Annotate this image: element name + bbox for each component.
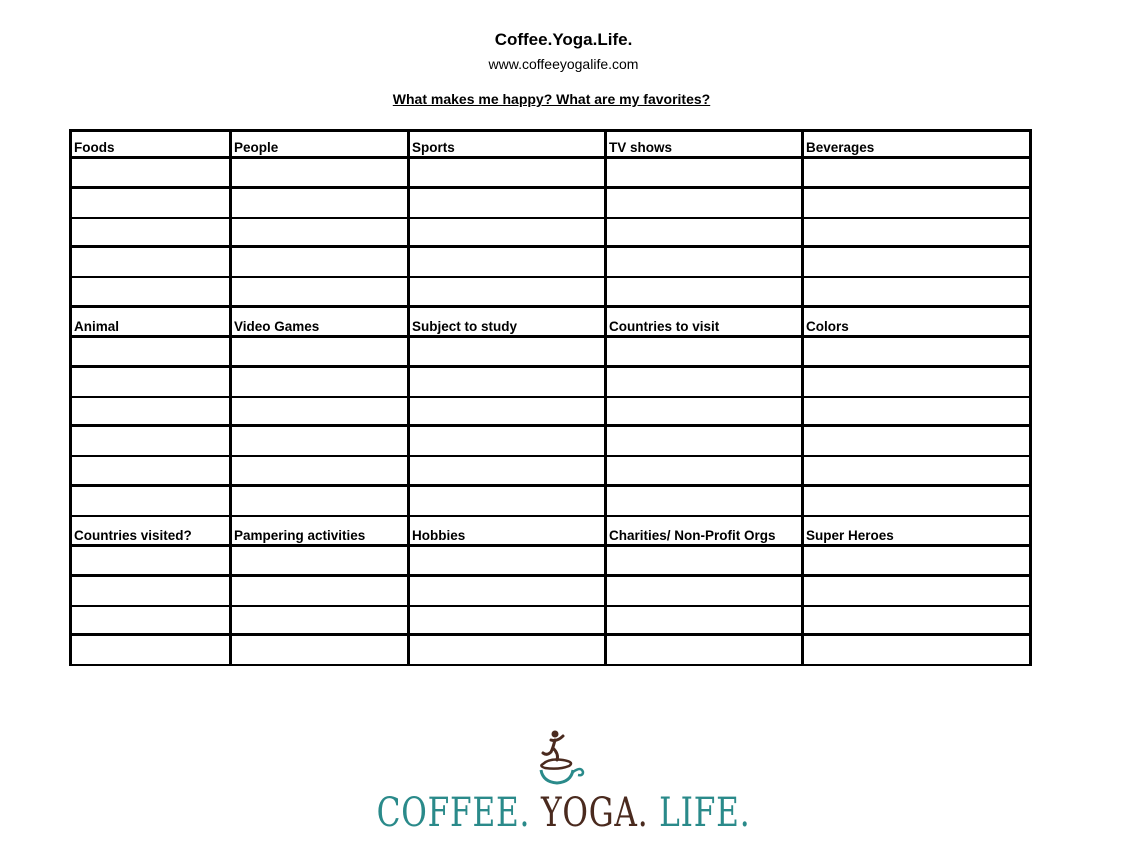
column-header: People [229, 132, 407, 156]
blank-cell[interactable] [801, 487, 1032, 515]
table-row [69, 219, 1032, 249]
blank-cell[interactable] [229, 487, 407, 515]
blank-cell[interactable] [69, 547, 229, 574]
blank-cell[interactable] [229, 398, 407, 425]
blank-cell[interactable] [229, 159, 407, 186]
blank-cell[interactable] [801, 607, 1032, 634]
blank-cell[interactable] [801, 368, 1032, 396]
blank-cell[interactable] [801, 457, 1032, 484]
blank-cell[interactable] [229, 189, 407, 217]
blank-cell[interactable] [69, 248, 229, 276]
blank-cell[interactable] [407, 368, 604, 396]
blank-cell[interactable] [604, 189, 801, 217]
blank-cell[interactable] [801, 189, 1032, 217]
logo-word-coffee: COFFEE. [376, 790, 531, 836]
blank-cell[interactable] [407, 278, 604, 305]
blank-cell[interactable] [69, 189, 229, 217]
blank-cell[interactable] [604, 547, 801, 574]
table-row [69, 487, 1032, 517]
logo-word-life: LIFE. [659, 790, 751, 836]
blank-cell[interactable] [407, 577, 604, 605]
blank-cell[interactable] [407, 427, 604, 455]
blank-cell[interactable] [407, 159, 604, 186]
website-url: www.coffeeyogalife.com [488, 56, 639, 72]
logo-word-yoga: YOGA. [540, 790, 649, 836]
column-header: Animal [69, 308, 229, 335]
blank-cell[interactable] [604, 636, 801, 664]
blank-cell[interactable] [69, 636, 229, 664]
column-header: Foods [69, 132, 229, 156]
column-header: TV shows [604, 132, 801, 156]
column-header: Pampering activities [229, 517, 407, 544]
blank-cell[interactable] [604, 248, 801, 276]
logo [0, 728, 1127, 793]
blank-cell[interactable] [604, 427, 801, 455]
blank-cell[interactable] [69, 427, 229, 455]
blank-cell[interactable] [604, 398, 801, 425]
blank-cell[interactable] [407, 457, 604, 484]
blank-cell[interactable] [229, 607, 407, 634]
blank-cell[interactable] [69, 338, 229, 365]
blank-cell[interactable] [801, 636, 1032, 664]
column-header: Super Heroes [801, 517, 1032, 544]
blank-cell[interactable] [801, 427, 1032, 455]
blank-cell[interactable] [69, 487, 229, 515]
blank-cell[interactable] [69, 219, 229, 246]
blank-cell[interactable] [229, 457, 407, 484]
blank-cell[interactable] [801, 248, 1032, 276]
blank-cell[interactable] [69, 159, 229, 186]
blank-cell[interactable] [69, 398, 229, 425]
blank-cell[interactable] [229, 577, 407, 605]
blank-cell[interactable] [229, 368, 407, 396]
column-header: Hobbies [407, 517, 604, 544]
blank-cell[interactable] [229, 338, 407, 365]
column-header: Beverages [801, 132, 1032, 156]
table-row [69, 338, 1032, 368]
blank-cell[interactable] [801, 219, 1032, 246]
logo-wordmark [124, 790, 1003, 836]
coffee-cup-yoga-figure-icon [529, 728, 599, 788]
blank-cell[interactable] [407, 338, 604, 365]
blank-cell[interactable] [801, 547, 1032, 574]
section-header-row [69, 308, 1032, 338]
column-header: Countries to visit [604, 308, 801, 335]
blank-cell[interactable] [407, 219, 604, 246]
blank-cell[interactable] [407, 487, 604, 515]
blank-cell[interactable] [229, 278, 407, 305]
table-row [69, 189, 1032, 219]
table-row [69, 547, 1032, 577]
blank-cell[interactable] [801, 278, 1032, 305]
blank-cell[interactable] [69, 278, 229, 305]
blank-cell[interactable] [407, 547, 604, 574]
blank-cell[interactable] [229, 427, 407, 455]
blank-cell[interactable] [229, 219, 407, 246]
blank-cell[interactable] [604, 159, 801, 186]
blank-cell[interactable] [801, 159, 1032, 186]
blank-cell[interactable] [407, 398, 604, 425]
blank-cell[interactable] [604, 338, 801, 365]
table-row [69, 368, 1032, 398]
table-row [69, 457, 1032, 487]
blank-cell[interactable] [229, 248, 407, 276]
column-header: Video Games [229, 308, 407, 335]
page-title: Coffee.Yoga.Life. [494, 30, 633, 49]
table-row [69, 159, 1032, 189]
blank-cell[interactable] [407, 248, 604, 276]
blank-cell[interactable] [69, 607, 229, 634]
blank-cell[interactable] [801, 577, 1032, 605]
column-header: Colors [801, 308, 1032, 335]
blank-cell[interactable] [407, 636, 604, 664]
blank-cell[interactable] [229, 547, 407, 574]
blank-cell[interactable] [69, 457, 229, 484]
column-header: Sports [407, 132, 604, 156]
column-header: Countries visited? [69, 517, 229, 544]
blank-cell[interactable] [604, 457, 801, 484]
blank-cell[interactable] [801, 338, 1032, 365]
column-header: Charities/ Non-Profit Orgs [604, 517, 801, 544]
table-row [69, 427, 1032, 457]
section-header-row [69, 129, 1032, 159]
blank-cell[interactable] [229, 636, 407, 664]
blank-cell[interactable] [604, 487, 801, 515]
favorites-table [69, 129, 1032, 666]
table-row [69, 278, 1032, 308]
table-row [69, 636, 1032, 666]
blank-cell[interactable] [407, 607, 604, 634]
table-row [69, 577, 1032, 607]
blank-cell[interactable] [604, 607, 801, 634]
blank-cell[interactable] [69, 368, 229, 396]
table-row [69, 398, 1032, 428]
table-row [69, 607, 1032, 637]
worksheet-subtitle: What makes me happy? What are my favorites? [392, 91, 711, 107]
blank-cell[interactable] [604, 219, 801, 246]
blank-cell[interactable] [69, 577, 229, 605]
blank-cell[interactable] [407, 189, 604, 217]
section-header-row [69, 517, 1032, 547]
blank-cell[interactable] [604, 577, 801, 605]
table-row [69, 248, 1032, 278]
blank-cell[interactable] [801, 398, 1032, 425]
blank-cell[interactable] [604, 368, 801, 396]
column-header: Subject to study [407, 308, 604, 335]
blank-cell[interactable] [604, 278, 801, 305]
